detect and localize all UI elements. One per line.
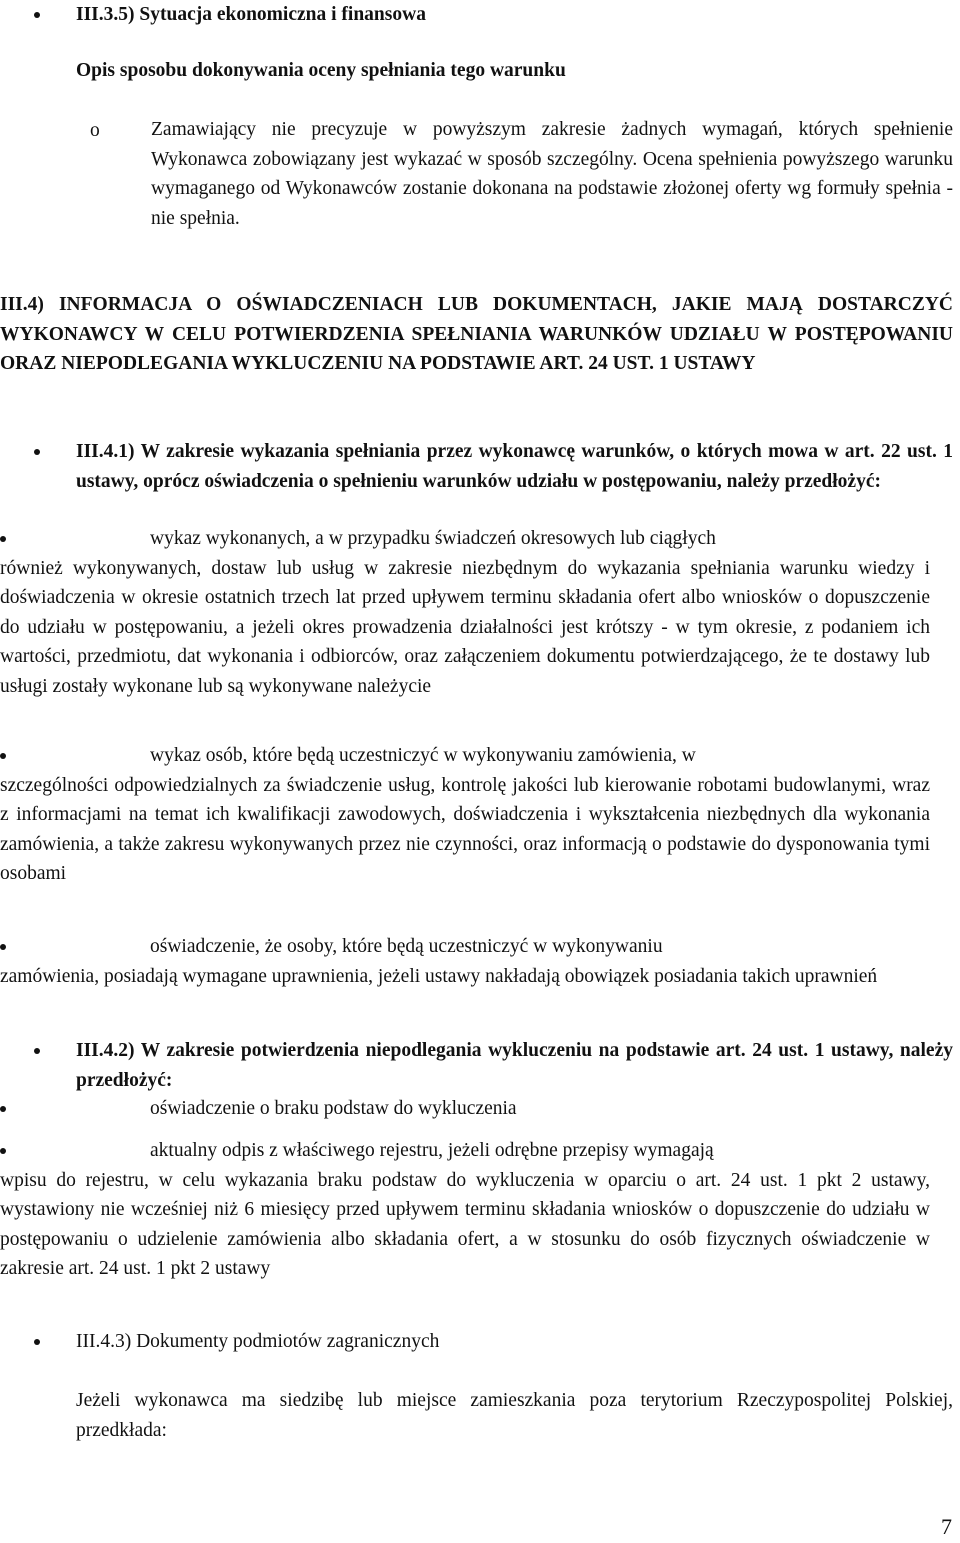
bullet-icon: [42, 524, 43, 525]
list-item-lead: wykaz osób, które będą uczestniczyć w wykonywaniu zamówienia, w: [150, 745, 696, 766]
list-item-lead: aktualny odpis z właściwego rejestru, jeżeli odrębne przepisy wymagają: [150, 1140, 714, 1161]
section-3-4-heading: III.4) INFORMACJA O OŚWIADCZENIACH LUB DOKUMENTACH, JAKIE MAJĄ DOSTARCZYĆ WYKONAWCY W CELU POTWIERDZENIA SPEŁNIANIA WARUNKÓW UDZIAŁU W POSTĘPOWANIU ORAZ NIEPODLEGANIA WYKLUCZENIU NA PODSTAWIE ART. 24 UST. 1 USTAWY: [0, 294, 953, 374]
list-item: [0, 741, 930, 889]
section-3-3-5-subtitle: Opis sposobu dokonywania oceny spełniania tego warunku: [76, 60, 566, 81]
bullet-icon: [42, 932, 43, 933]
list-item: [0, 932, 930, 991]
section-3-3-5-title: III.3.5) Sytuacja ekonomiczna i finansowa: [76, 0, 936, 30]
list-item: [0, 1136, 930, 1284]
list-item-text: zamówienia, posiadają wymagane uprawnienia, jeżeli ustawy nakładają obowiązek posiadania takich uprawnień: [0, 965, 878, 987]
list-item-text: wpisu do rejestru, w celu wykazania braku podstaw do wykluczenia w oparciu o art. 24 ust. 1 pkt 2 ustawy, wystawiony nie wcześniej niż 6 miesięcy przed upływem terminu składania wniosków o dopuszczenie do udziału w postępowaniu o udzielenie zamówienia albo składania ofert, a w stosunku do osób fizycznych oświadczenie w zakresie art. 24 ust. 1 pkt 2 ustawy: [0, 1169, 930, 1279]
list-item: [0, 524, 930, 701]
bullet-icon: [42, 741, 43, 742]
bullet-icon: [42, 1094, 43, 1095]
list-item: [0, 1094, 930, 1124]
section-3-4-2-heading: III.4.2) W zakresie potwierdzenia niepodlegania wykluczeniu na podstawie art. 24 ust. 1 ustawy, należy przedłożyć:: [76, 1036, 953, 1095]
page-number: 7: [941, 1513, 952, 1539]
list-item-lead: oświadczenie, że osoby, które będą uczestniczyć w wykonywaniu: [150, 936, 663, 957]
list-item-lead: oświadczenie o braku podstaw do wykluczenia: [150, 1098, 517, 1119]
bullet-icon: [42, 1136, 43, 1137]
list-item-lead: wykaz wykonanych, a w przypadku świadczeń okresowych lub ciągłych: [150, 528, 716, 549]
section-3-4-3-text: Jeżeli wykonawca ma siedzibę lub miejsce zamieszkania poza terytorium Rzeczypospolitej Polskiej, przedkłada:: [76, 1390, 953, 1441]
section-3-4-1-heading: III.4.1) W zakresie wykazania spełniania przez wykonawcę warunków, o których mowa w art. 22 ust. 1 ustawy, oprócz oświadczenia o spełnieniu warunków udziału w postępowaniu, należy przedłożyć:: [76, 437, 953, 496]
list-marker: o: [90, 120, 100, 141]
section-3-4-3-heading: III.4.3) Dokumenty podmiotów zagranicznych: [76, 1327, 936, 1357]
list-item-text: szczególności odpowiedzialnych za świadczenie usług, kontrolę jakości lub kierowanie robotami budowlanymi, wraz z informacjami na temat ich kwalifikacji zawodowych, doświadczenia i wykształcenia niezbędnych dla wykonania zamówienia, a także zakresu wykonywanych przez nie czynności, oraz informacją o podstawie do dysponowania tymi osobami: [0, 774, 930, 884]
section-3-3-5-description: Zamawiający nie precyzuje w powyższym zakresie żadnych wymagań, których spełnienie Wykonawca zobowiązany jest wykazać w sposób szczególny. Ocena spełnienia powyższego warunku wymaganego od Wykonawców zostanie dokonana na podstawie złożonej oferty wg formuły spełnia - nie spełnia.: [151, 119, 953, 229]
list-item-text: również wykonywanych, dostaw lub usług w zakresie niezbędnym do wykazania spełniania warunku wiedzy i doświadczenia w okresie ostatnich trzech lat przed upływem terminu składania ofert albo wniosków o dopuszczenie do udziału w postępowaniu, a jeżeli okres prowadzenia działalności jest krótszy - w tym okresie, z podaniem ich wartości, przedmiotu, dat wykonania i odbiorców, oraz załączeniem dokumentu potwierdzającego, że te dostawy lub usługi zostały wykonane lub są wykonywane należycie: [0, 557, 930, 697]
